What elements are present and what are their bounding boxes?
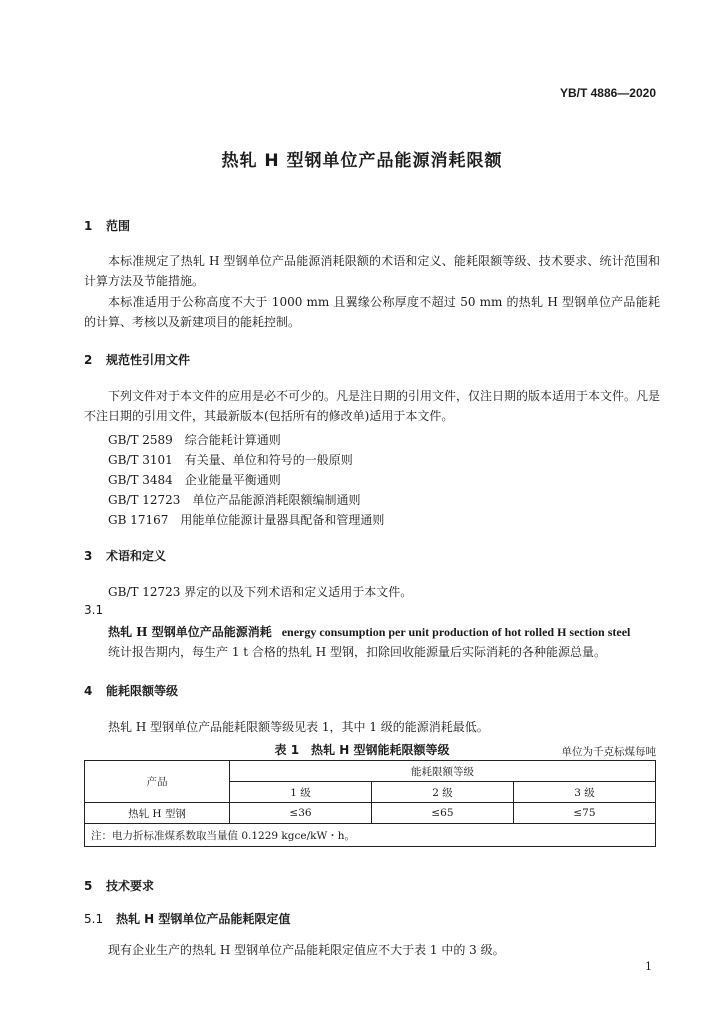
standard-number: YB/T 4886—2020 xyxy=(559,86,656,100)
reference-item: GB 17167 用能单位能源计量器具配备和管理通则 xyxy=(108,513,385,527)
level-1-header: 1 级 xyxy=(230,782,372,803)
level-2-value: ≤65 xyxy=(371,803,513,824)
section-title: 范围 xyxy=(106,219,131,233)
subsection-title: 热轧 H 型钢单位产品能耗限定值 xyxy=(116,912,291,926)
section-1-paragraph-1: 本标准规定了热轧 H 型钢单位产品能源消耗限额的术语和定义、能耗限额等级、技术要求、统计范围和计算方法及节能措施。 xyxy=(84,254,660,288)
section-number: 3 xyxy=(84,549,93,563)
section-title: 术语和定义 xyxy=(106,549,167,563)
section-5-heading xyxy=(84,877,154,894)
table-caption: 表 1 热轧 H 型钢能耗限额等级 xyxy=(274,743,450,757)
table-unit: 单位为千克标煤每吨 xyxy=(561,746,656,758)
section-3-paragraph: GB/T 12723 界定的以及下列术语和定义适用于本文件。 xyxy=(108,585,413,599)
product-header: 产品 xyxy=(85,761,230,803)
section-1-heading xyxy=(84,217,130,234)
section-number: 5 xyxy=(84,879,93,893)
section-title: 能耗限额等级 xyxy=(106,684,179,698)
page-number: 1 xyxy=(645,960,652,973)
reference-item: GB/T 12723 单位产品能源消耗限额编制通则 xyxy=(108,493,361,507)
term-chinese: 热轧 H 型钢单位产品能源消耗 xyxy=(108,625,272,639)
section-number: 4 xyxy=(84,684,93,698)
section-2-heading xyxy=(84,351,190,368)
term-number: 3.1 xyxy=(84,603,104,617)
term-line xyxy=(108,623,630,640)
term-english: energy consumption per unit production of hot rolled H section steel xyxy=(281,625,631,639)
section-title: 规范性引用文件 xyxy=(106,353,191,367)
limit-level-header: 能耗限额等级 xyxy=(230,761,656,782)
subsection-number: 5.1 xyxy=(84,912,104,926)
level-2-header: 2 级 xyxy=(371,782,513,803)
section-4-paragraph: 热轧 H 型钢单位产品能耗限额等级见表 1，其中 1 级的能源消耗最低。 xyxy=(108,720,489,734)
reference-item: GB/T 3484 企业能量平衡通则 xyxy=(108,473,281,487)
section-title: 技术要求 xyxy=(106,879,155,893)
section-number: 2 xyxy=(84,353,93,367)
reference-item: GB/T 2589 综合能耗计算通则 xyxy=(108,433,281,447)
subsection-5-1-heading xyxy=(84,910,290,927)
level-1-value: ≤36 xyxy=(230,803,372,824)
section-5-paragraph: 现有企业生产的热轧 H 型钢单位产品能耗限定值应不大于表 1 中的 3 级。 xyxy=(108,943,505,957)
section-1-paragraph-2: 本标准适用于公称高度不大于 1000 mm 且翼缘公称厚度不超过 50 mm 的热轧 H 型钢单位产品能耗的计算、考核以及新建项目的能耗控制。 xyxy=(84,295,660,329)
section-4-heading xyxy=(84,682,178,699)
document-title: 热轧 H 型钢单位产品能源消耗限额 xyxy=(221,151,503,171)
reference-item: GB/T 3101 有关量、单位和符号的一般原则 xyxy=(108,453,353,467)
product-cell: 热轧 H 型钢 xyxy=(85,803,230,824)
section-2-paragraph: 下列文件对于本文件的应用是必不可少的。凡是注日期的引用文件，仅注日期的版本适用于本文件。凡是不注日期的引用文件，其最新版本(包括所有的修改单)适用于本文件。 xyxy=(84,389,661,423)
table-note: 注：电力折标准煤系数取当量值 0.1229 kgce/kW・h。 xyxy=(85,824,656,847)
section-number: 1 xyxy=(84,219,93,233)
term-definition: 统计报告期内，每生产 1 t 合格的热轧 H 型钢，扣除回收能源量后实际消耗的各种能源总量。 xyxy=(108,645,606,659)
energy-limit-table xyxy=(84,760,656,847)
level-3-header: 3 级 xyxy=(513,782,655,803)
section-3-heading xyxy=(84,547,166,564)
level-3-value: ≤75 xyxy=(513,803,655,824)
